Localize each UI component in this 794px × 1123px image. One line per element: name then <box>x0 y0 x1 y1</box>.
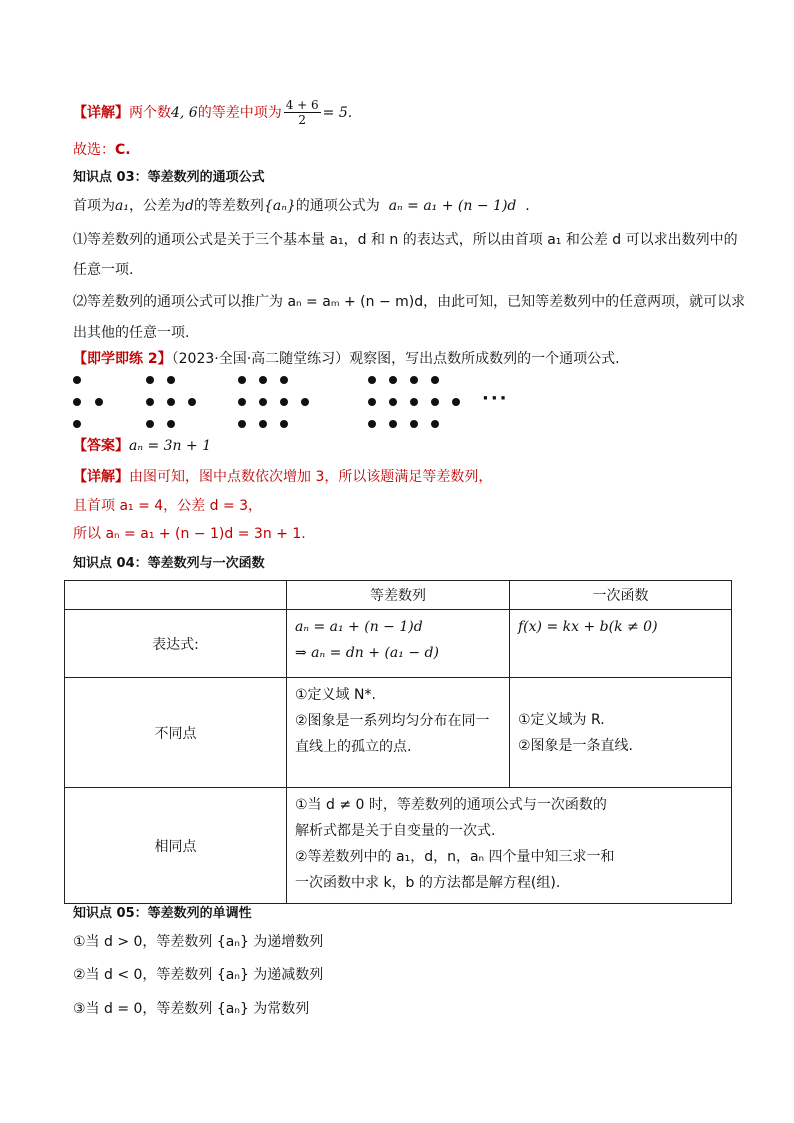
dot <box>188 398 196 406</box>
kp03-p2-line2: 出其他的任意一项. <box>73 325 190 341</box>
cell-line: ②图象是一系列均匀分布在同一 <box>295 713 490 729</box>
kp03-line1-end: . <box>525 198 530 214</box>
dot <box>368 398 376 406</box>
dot <box>167 398 175 406</box>
cell-seq-expression <box>287 610 510 678</box>
cell-line: 解析式都是关于自变量的一次式. <box>295 823 496 839</box>
dot <box>280 376 288 384</box>
table-row-differences <box>65 678 732 788</box>
kp03-p1-line2: 任意一项. <box>73 262 134 278</box>
cell-line: aₙ = a₁ + (n − 1)d <box>295 619 423 635</box>
exercise-text: 观察图，写出点数所成数列的一个通项公式. <box>349 351 620 367</box>
detail-text-a: 两个数 <box>129 104 171 121</box>
cell-similarities <box>287 788 732 904</box>
detail-tag: 【详解】 <box>73 104 129 121</box>
kp03-p1-line1: ⑴等差数列的通项公式是关于三个基本量 a₁，d 和 n 的表达式，所以由首项 a₁ 和公差 d 可以求出数列中的 <box>73 232 738 248</box>
table-row-similarities <box>65 788 732 904</box>
dot <box>259 420 267 428</box>
dot <box>410 376 418 384</box>
kp03-line1-c: 的等差数列 <box>193 198 264 214</box>
dot <box>167 376 175 384</box>
header-cell-sequence: 等差数列 <box>287 581 510 610</box>
cell-line: ①定义域 N*. <box>295 687 376 703</box>
kp03-seq: {aₙ} <box>263 198 296 214</box>
dot <box>389 376 397 384</box>
row-label-differences: 不同点 <box>65 678 287 788</box>
kp03-title: 知识点 03：等差数列的通项公式 <box>73 170 265 185</box>
dot <box>389 420 397 428</box>
answer-2 <box>73 438 211 455</box>
dot <box>73 420 81 428</box>
answer-label: 故选： <box>73 142 115 158</box>
table-header-row <box>65 581 732 610</box>
dot <box>238 398 246 406</box>
answer-formula: aₙ = 3n + 1 <box>129 438 212 454</box>
dot <box>431 376 439 384</box>
cell-line: ⇒ aₙ = dn + (a₁ − d) <box>295 645 439 661</box>
kp04-title: 知识点 04：等差数列与一次函数 <box>73 556 265 571</box>
cell-line: 直线上的孤立的点. <box>295 739 412 755</box>
fraction-denominator: 2 <box>298 113 307 128</box>
dot <box>410 398 418 406</box>
cell-line: ②等差数列中的 a₁，d，n，aₙ 四个量中知三求一和 <box>295 849 615 865</box>
detail-2-line2: 且首项 a₁ = 4，公差 d = 3， <box>73 498 263 514</box>
row-label-expression: 表达式: <box>65 610 287 678</box>
dot <box>73 376 81 384</box>
detail-text: 由图可知，图中点数依次增加 3，所以该题满足等差数列， <box>129 469 493 485</box>
kp05-item: ②当 d < 0，等差数列 {aₙ} 为递减数列 <box>73 967 324 983</box>
row-label-similarities: 相同点 <box>65 788 287 904</box>
kp05-item: ①当 d > 0，等差数列 {aₙ} 为递增数列 <box>73 934 324 950</box>
dot <box>238 420 246 428</box>
header-cell-empty <box>65 581 287 610</box>
cell-seq-differences <box>287 678 510 788</box>
cell-func-differences <box>510 678 732 788</box>
detail-nums: 4, 6 <box>171 104 198 121</box>
dot <box>146 420 154 428</box>
detail-1 <box>73 98 352 128</box>
dot <box>167 420 175 428</box>
dot <box>410 420 418 428</box>
kp03-line1-b: ，公差为 <box>128 198 185 214</box>
ellipsis: ··· <box>482 388 509 409</box>
kp03-line1 <box>73 198 530 215</box>
dot <box>280 420 288 428</box>
dot <box>301 398 309 406</box>
kp03-a1: a₁ <box>115 198 129 214</box>
cell-line: 一次函数中求 k，b 的方法都是解方程(组). <box>295 875 561 891</box>
cell-line: ①当 d ≠ 0 时，等差数列的通项公式与一次函数的 <box>295 797 607 813</box>
dot <box>389 398 397 406</box>
exercise-tag: 【即学即练 2】 <box>73 351 172 367</box>
detail-tag: 【详解】 <box>73 469 129 485</box>
cell-line: f(x) = kx + b(k ≠ 0) <box>518 619 658 635</box>
dot <box>95 398 103 406</box>
detail-text-b: 的等差中项为 <box>197 104 282 121</box>
detail-2-line1 <box>73 469 492 486</box>
detail-result: = 5. <box>322 104 353 121</box>
detail-2-line3: 所以 aₙ = a₁ + (n − 1)d = 3n + 1. <box>73 526 306 542</box>
dot <box>146 376 154 384</box>
kp03-formula: aₙ = a₁ + (n − 1)d <box>388 198 517 214</box>
dot <box>238 376 246 384</box>
answer-value: C. <box>115 142 131 158</box>
cell-line: ①定义域为 R. <box>518 711 605 728</box>
header-cell-function: 一次函数 <box>510 581 732 610</box>
cell-line: ②图象是一条直线. <box>518 737 634 754</box>
dot <box>146 398 154 406</box>
dot <box>368 376 376 384</box>
kp05-title: 知识点 05：等差数列的单调性 <box>73 906 252 921</box>
dot <box>368 420 376 428</box>
table-row-expression <box>65 610 732 678</box>
dot <box>431 398 439 406</box>
dot <box>259 398 267 406</box>
kp03-line1-a: 首项为 <box>73 198 115 214</box>
dot <box>452 398 460 406</box>
exercise-2 <box>73 351 620 368</box>
kp03-line1-e: 的通项公式为 <box>295 198 380 214</box>
answer-choice <box>73 142 131 159</box>
dot <box>280 398 288 406</box>
answer-tag: 【答案】 <box>73 438 129 454</box>
dot <box>431 420 439 428</box>
fraction-numerator: 4 + 6 <box>285 98 319 112</box>
kp03-p2-line1: ⑵等差数列的通项公式可以推广为 aₙ = aₘ + (n − m)d，由此可知，已知等差数列中的任意两项，就可以求 <box>73 294 746 310</box>
dot <box>73 398 81 406</box>
cell-func-expression <box>510 610 732 678</box>
dot-pattern-figure <box>73 374 533 434</box>
fraction <box>284 98 321 128</box>
dot <box>259 376 267 384</box>
exercise-source: （2023·全国·高二随堂练习） <box>171 351 350 367</box>
kp03-d: d <box>184 198 194 214</box>
comparison-table <box>64 580 732 904</box>
kp05-item: ③当 d = 0，等差数列 {aₙ} 为常数列 <box>73 1001 310 1017</box>
